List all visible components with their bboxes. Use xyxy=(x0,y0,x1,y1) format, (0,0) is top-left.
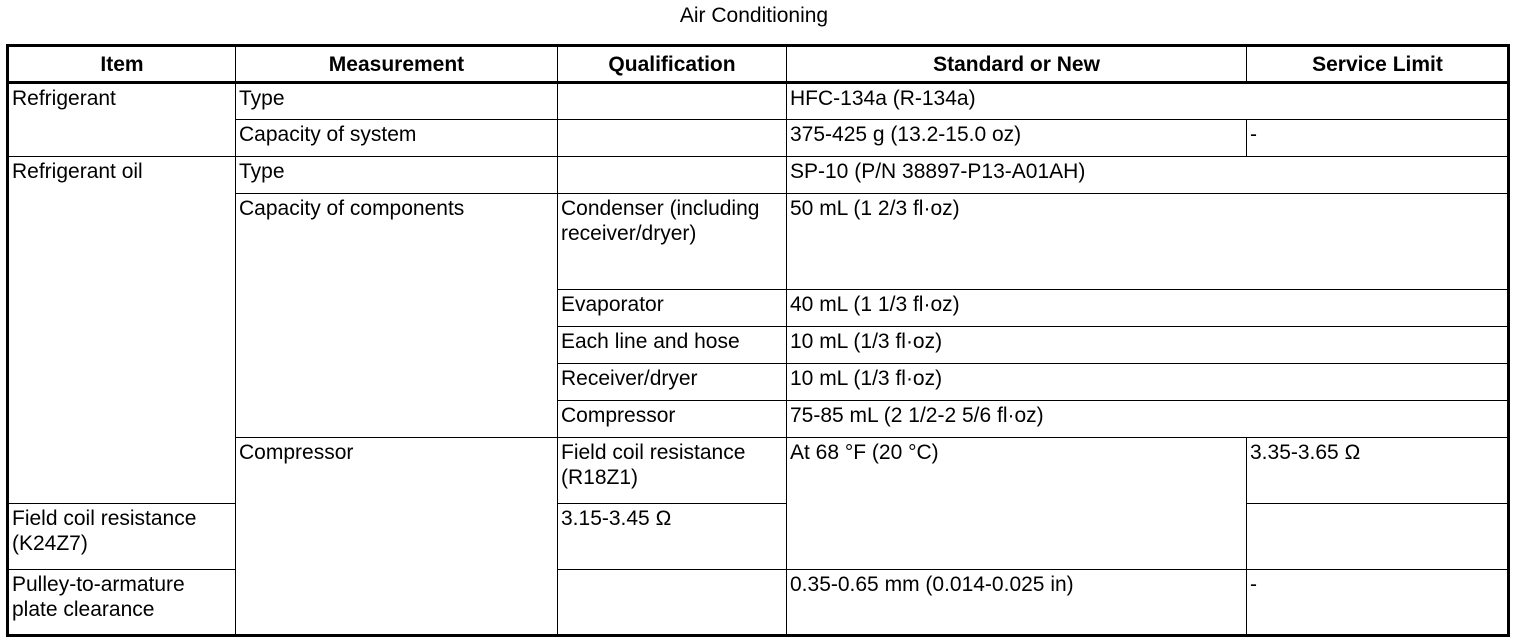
standard-cell: 40 mL (1 1/3 fl·oz) xyxy=(787,290,1509,327)
measurement-cell: Pulley-to-armature plate clearance xyxy=(8,570,236,636)
measurement-cell: Field coil resistance (R18Z1) xyxy=(558,438,787,504)
table-row xyxy=(8,504,1509,570)
measurement-cell: Field coil resistance (K24Z7) xyxy=(8,504,236,570)
header-qualification: Qualification xyxy=(558,46,787,83)
standard-cell: 10 mL (1/3 fl·oz) xyxy=(787,327,1509,364)
qualification-cell: Compressor xyxy=(558,401,787,438)
standard-cell: 0.35-0.65 mm (0.014-0.025 in) xyxy=(787,570,1247,636)
measurement-cell: Type xyxy=(236,83,558,120)
standard-cell: 50 mL (1 2/3 fl·oz) xyxy=(787,194,1509,290)
qualification-cell xyxy=(558,83,787,120)
standard-cell: 3.35-3.65 Ω xyxy=(1247,438,1509,504)
standard-cell: SP-10 (P/N 38897-P13-A01AH) xyxy=(787,157,1509,194)
item-compressor: Compressor xyxy=(236,438,558,636)
qualification-cell: At 68 °F (20 °C) xyxy=(787,438,1247,570)
standard-cell: 75-85 mL (2 1/2-2 5/6 fl·oz) xyxy=(787,401,1509,438)
header-measurement: Measurement xyxy=(236,46,558,83)
table-row xyxy=(8,570,1509,636)
measurement-cell: Type xyxy=(236,157,558,194)
standard-cell: 10 mL (1/3 fl·oz) xyxy=(787,364,1509,401)
service-limit-cell: - xyxy=(1247,570,1509,636)
qualification-cell xyxy=(558,157,787,194)
item-refrigerant-oil: Refrigerant oil xyxy=(8,157,236,504)
table-row xyxy=(8,157,1509,194)
qualification-cell: Condenser (including receiver/dryer) xyxy=(558,194,787,290)
spec-table xyxy=(6,44,1510,637)
qualification-cell xyxy=(558,570,787,636)
header-item: Item xyxy=(8,46,236,83)
page-title: Air Conditioning xyxy=(679,4,829,27)
standard-cell: HFC-134a (R-134a) xyxy=(787,83,1509,120)
measurement-cell: Capacity of components xyxy=(236,194,558,438)
standard-cell: 3.15-3.45 Ω xyxy=(558,504,1247,570)
header-row xyxy=(8,46,1509,83)
measurement-cell: Capacity of system xyxy=(236,120,558,157)
qualification-cell: Receiver/dryer xyxy=(558,364,787,401)
qualification-cell: Each line and hose xyxy=(558,327,787,364)
qualification-cell: Evaporator xyxy=(558,290,787,327)
table-row xyxy=(8,83,1509,120)
item-refrigerant: Refrigerant xyxy=(8,83,236,157)
header-service-limit: Service Limit xyxy=(1247,46,1509,83)
header-standard: Standard or New xyxy=(787,46,1247,83)
service-limit-cell: - xyxy=(1247,120,1509,157)
standard-cell: 375-425 g (13.2-15.0 oz) xyxy=(787,120,1247,157)
qualification-cell xyxy=(558,120,787,157)
